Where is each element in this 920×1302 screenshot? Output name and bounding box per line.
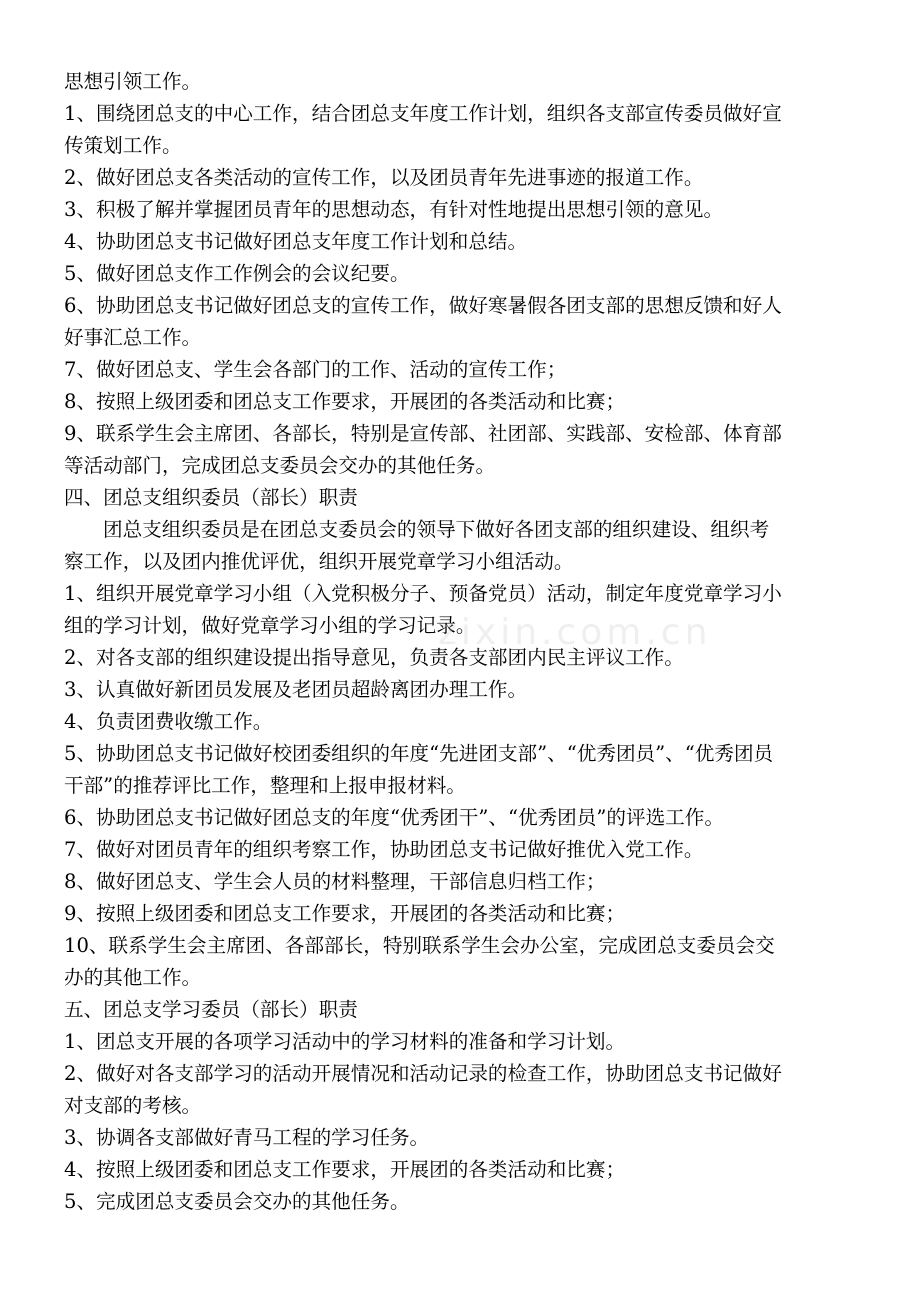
list-item-line: 2、做好团总支各类活动的宣传工作，以及团员青年先进事迹的报道工作。 (64, 166, 704, 189)
section-intro-line: 团总支组织委员是在团总支委员会的领导下做好各团支部的组织建设、组织考 (103, 518, 770, 541)
list-item-line: 3、积极了解并掌握团员青年的思想动态，有针对性地提出思想引领的意见。 (64, 198, 724, 221)
list-item-line: 5、做好团总支作工作例会的会议纪要。 (64, 262, 410, 285)
list-item-line: 好事汇总工作。 (64, 326, 202, 349)
list-item-line: 6、协助团总支书记做好团总支的宣传工作，做好寒暑假各团支部的思想反馈和好人 (64, 294, 782, 317)
list-item-line: 3、协调各支部做好青马工程的学习任务。 (64, 1126, 430, 1149)
list-item-line: 1、团总支开展的各项学习活动中的学习材料的准备和学习计划。 (64, 1030, 626, 1053)
document-body (64, 66, 856, 1218)
section-heading: 五、团总支学习委员（部长）职责 (64, 998, 358, 1021)
paragraph-line: 思想引领工作。 (64, 70, 202, 93)
list-item-line: 2、对各支部的组织建设提出指导意见，负责各支部团内民主评议工作。 (64, 646, 684, 669)
list-item-line: 干部”的推荐评比工作，整理和上报申报材料。 (64, 774, 466, 797)
list-item-line: 7、做好团总支、学生会各部门的工作、活动的宣传工作； (64, 358, 567, 381)
list-item-line: 10、联系学生会主席团、各部部长，特别联系学生会办公室，完成团总支委员会交 (64, 934, 775, 957)
list-item-line: 4、按照上级团委和团总支工作要求，开展团的各类活动和比赛； (64, 1158, 626, 1181)
list-item-line: 4、协助团总支书记做好团总支年度工作计划和总结。 (64, 230, 528, 253)
list-item-line: 5、协助团总支书记做好校团委组织的年度“先进团支部”、“优秀团员”、“优秀团员 (64, 742, 774, 765)
list-item-line: 组的学习计划，做好党章学习小组的学习记录。 (64, 614, 476, 637)
list-item-line: 办的其他工作。 (64, 966, 202, 989)
list-item-line: 对支部的考核。 (64, 1094, 202, 1117)
list-item-line: 9、联系学生会主席团、各部长，特别是宣传部、社团部、实践部、安检部、体育部 (64, 422, 782, 445)
list-item-line: 等活动部门，完成团总支委员会交办的其他任务。 (64, 454, 496, 477)
list-item-line: 9、按照上级团委和团总支工作要求，开展团的各类活动和比赛； (64, 902, 626, 925)
list-item-line: 2、做好对各支部学习的活动开展情况和活动记录的检查工作，协助团总支书记做好 (64, 1062, 782, 1085)
list-item-line: 6、协助团总支书记做好团总支的年度“优秀团干”、“优秀团员”的评选工作。 (64, 806, 724, 829)
list-item-line: 3、认真做好新团员发展及老团员超龄离团办理工作。 (64, 678, 528, 701)
section-heading: 四、团总支组织委员（部长）职责 (64, 486, 358, 509)
list-item-line: 8、按照上级团委和团总支工作要求，开展团的各类活动和比赛； (64, 390, 626, 413)
section-intro-line: 察工作，以及团内推优评优，组织开展党章学习小组活动。 (64, 550, 574, 573)
list-item-line: 1、组织开展党章学习小组（入党积极分子、预备党员）活动，制定年度党章学习小 (64, 582, 782, 605)
list-item-line: 7、做好对团员青年的组织考察工作，协助团总支书记做好推优入党工作。 (64, 838, 704, 861)
list-item-line: 8、做好团总支、学生会人员的材料整理，干部信息归档工作； (64, 870, 606, 893)
list-item-line: 传策划工作。 (64, 134, 182, 157)
list-item-line: 5、完成团总支委员会交办的其他任务。 (64, 1190, 410, 1213)
list-item-line: 1、围绕团总支的中心工作，结合团总支年度工作计划，组织各支部宣传委员做好宣 (64, 102, 782, 125)
list-item-line: 4、负责团费收缴工作。 (64, 710, 273, 733)
watermark: zixin.com.cn (438, 612, 712, 653)
